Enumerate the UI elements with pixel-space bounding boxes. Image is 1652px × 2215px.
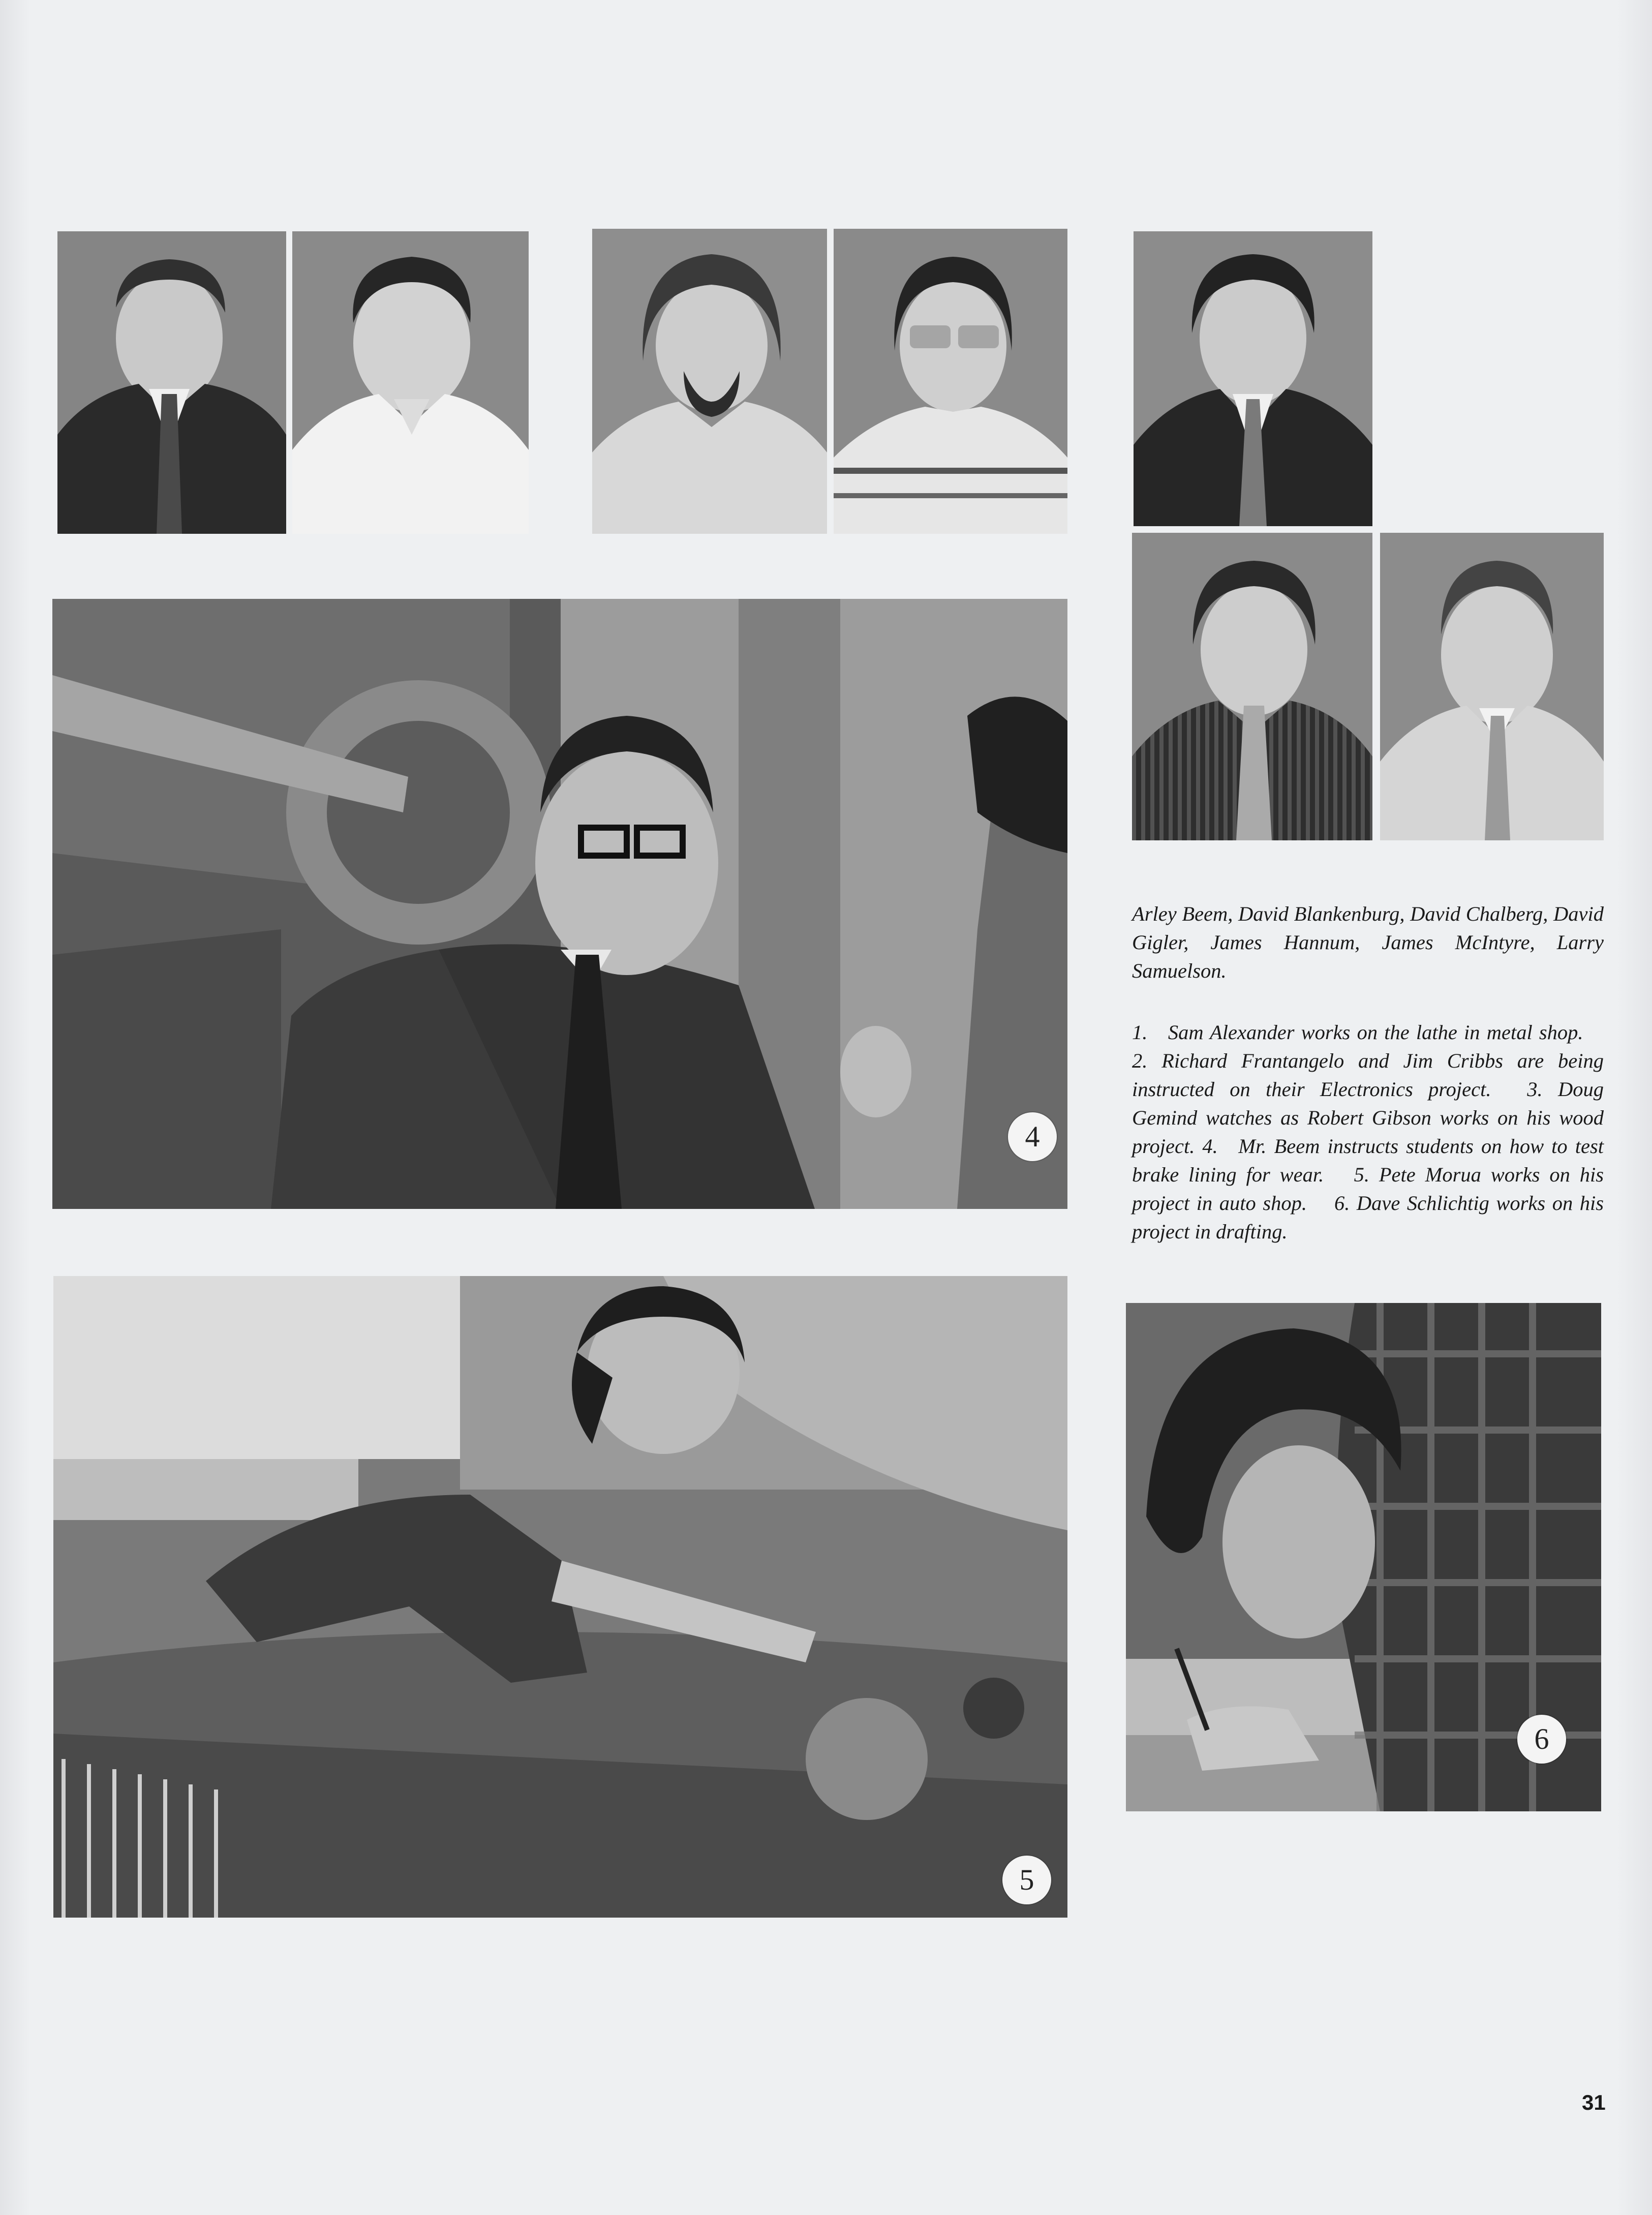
portrait-photo-1 [57,231,286,534]
portrait-photo-2 [292,231,529,534]
portrait-photo-3 [592,229,827,534]
portrait-photo-4 [834,229,1067,534]
photo-number-4-badge: 4 [1008,1112,1057,1161]
portrait-photo-6 [1132,533,1372,840]
portrait-photo-7 [1380,533,1604,840]
photo-6-drafting [1126,1303,1601,1811]
photo-4-brake-lining [52,599,1067,1209]
photo-5-auto-shop [53,1276,1067,1918]
page-number: 31 [1582,2090,1606,2114]
portraits-names-caption: Arley Beem, David Blankenburg, David Chalberg, David Gigler, James Hannum, James McIntyre, Larry Samuelson. [1132,902,1604,982]
photo-captions-text: 1. Sam Alexander works on the lathe in metal shop. 2. Richard Frantangelo and Jim Cribbs are being instructed on their Electronics project. 3. Doug Gemind watches as Robert Gibson works on his wood project. 4. Mr. Beem instructs students on how to test brake lining for wear. 5. Pete Morua works on his project in auto shop. 6. Dave Schlichtig works on his project in drafting. [1132,1021,1604,1243]
portrait-photo-5 [1134,231,1372,526]
photo-number-6-badge: 6 [1517,1715,1566,1764]
photo-number-5-badge: 5 [1002,1856,1051,1904]
